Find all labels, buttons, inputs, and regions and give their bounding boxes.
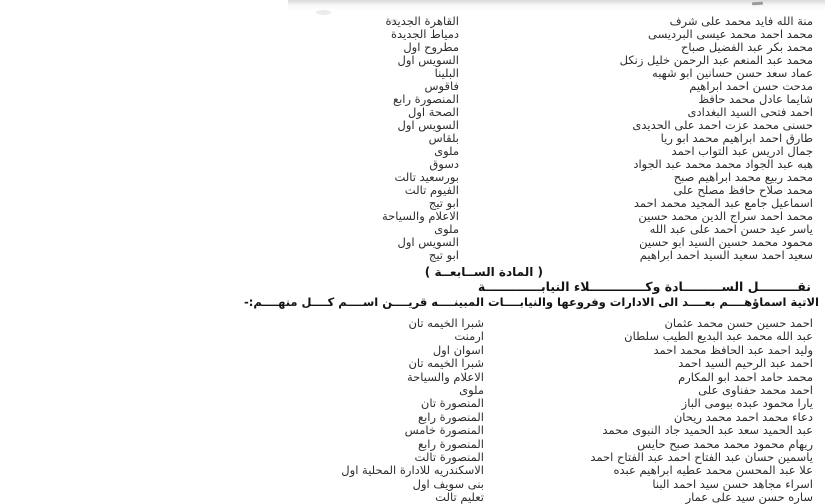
table-row [0, 344, 825, 357]
transfer-list-1 [0, 15, 825, 262]
name-cell: وليد احمد عبد الحافظ محمد احمد [653, 342, 813, 357]
table-row [0, 371, 825, 384]
name-cell: محمود محمد حسين السيد ابو حسين [639, 235, 813, 249]
table-row [0, 451, 825, 464]
name-cell: محمد بكر عبد الفضيل صباح [681, 40, 813, 54]
name-cell: احمد فتحى السيد البغدادى [687, 105, 813, 119]
assignment-cell: السويس اول [397, 118, 459, 132]
table-row [0, 249, 825, 262]
name-cell: سعيد احمد سعيد السيد احمد ابراهيم [639, 248, 813, 262]
name-cell: ياسر عيد حسن احمد على عبد الله [649, 222, 813, 236]
name-cell: طارق احمد ابراهيم محمد ابو ريا [660, 131, 813, 145]
assignment-cell: ارمنت [454, 329, 484, 344]
name-cell: عماد سعد حسن حسانين ابو شهبه [652, 66, 813, 80]
name-cell: عبد الله محمد عبد البديع الطيب سلطان [624, 329, 813, 344]
scan-noise-dash [752, 2, 763, 6]
scan-edge-shadow [288, 0, 825, 11]
table-row [0, 424, 825, 437]
assignment-cell: الصحة اول [407, 105, 459, 119]
assignment-cell: ملوى [434, 222, 459, 236]
assignment-cell: المنصورة رابع [392, 92, 459, 106]
assignment-cell: ملوى [434, 144, 459, 158]
assignment-cell: السويس اول [397, 235, 459, 249]
transfer-title: نقـــــــــل الســـــــــادة وكـــــــــــــلاء النيابـــــــــــــة [477, 279, 811, 294]
assignment-cell: الاسكندريه للادارة المحلية اول [341, 463, 484, 478]
assignment-cell: المنصورة خامس [404, 423, 484, 438]
assignment-cell: السويس اول [397, 53, 459, 67]
name-cell: اسماعيل جامع عبد المجيد محمد احمد [633, 196, 813, 210]
name-cell: اسراء مجاهد حسن سيد احمد البنا [652, 476, 813, 491]
assignment-cell: بورسعيد تالت [394, 170, 459, 184]
assignment-cell: دمياط الجديدة [391, 27, 459, 41]
name-cell: عبد الحميد سعد عبد الحميد جاد النبوى محمد [602, 423, 813, 438]
assignment-cell: ابو تيج [428, 196, 459, 210]
name-cell: شايما عادل محمد حافظ [698, 92, 813, 106]
assignment-cell: فاقوس [424, 79, 459, 93]
assignment-cell: المنصورة تان [420, 396, 484, 411]
name-cell: محمد حامد احمد ابو المكارم [678, 369, 813, 384]
table-row [0, 330, 825, 343]
name-cell: ياسمين حسان عبد الفتاح احمد عبد الفتاح احمد [590, 449, 813, 464]
table-row [0, 411, 825, 424]
table-row [0, 491, 825, 504]
assignment-cell: الفيوم تالت [404, 183, 459, 197]
assignment-cell: المنصورة رابع [417, 409, 484, 424]
assignment-cell: المنصورة تالت [414, 449, 484, 464]
assignment-cell: القاهرة الجديدة [385, 14, 459, 28]
table-row [0, 478, 825, 491]
name-cell: محمد صلاح حافظ مصلح على [673, 183, 813, 197]
name-cell: احمد حسين حسن محمد عثمان [664, 316, 813, 330]
name-cell: حسنى محمد عزت احمد على الحديدى [632, 118, 813, 132]
assignment-cell: بنى سويف اول [412, 476, 484, 491]
assignment-cell: الاعلام والسياحة [406, 369, 484, 384]
name-cell: جمال ادريس عبد التواب احمد [671, 144, 813, 158]
assignment-cell: تعليم تالت [435, 490, 484, 504]
assignment-cell: دسوق [429, 157, 459, 171]
table-row [0, 464, 825, 477]
name-cell: منة الله فايد محمد على شرف [669, 14, 813, 28]
name-cell: محمد احمد محمد عيسى البرديسى [647, 27, 813, 41]
table-row [0, 357, 825, 370]
name-cell: ريهام محمود محمد محمد صبح حايس [637, 436, 813, 451]
assignment-cell: المنصورة رابع [417, 436, 484, 451]
name-cell: محمد احمد سراج الدين محمد حسين [638, 209, 813, 223]
assignment-cell: البلينا [434, 66, 459, 80]
name-cell: احمد محمد حفناوى على [698, 382, 813, 397]
assignment-cell: بلقاس [428, 131, 459, 145]
assignment-cell: مطروح اول [403, 40, 459, 54]
table-row [0, 397, 825, 410]
table-row [0, 317, 825, 330]
name-cell: هبه عبد الجواد محمد محمد عبد الجواد [633, 157, 813, 171]
transfer-intro: الاتية اسماؤهــــم بعــــد الى الادارات وفروعها والنيابــــات المبينــــه قريــــن اســــم كــــل منهــــم:- [244, 295, 819, 309]
assignment-cell: ابو تيج [428, 248, 459, 262]
name-cell: يارا محمود عبده بيومى الباز [681, 396, 813, 411]
transfer-list-2 [0, 317, 825, 504]
assignment-cell: الاعلام والسياحة [381, 209, 459, 223]
table-row [0, 438, 825, 451]
name-cell: مدحت حسن احمد ابراهيم [689, 79, 813, 93]
table-row [0, 384, 825, 397]
assignment-cell: شبرا الخيمه تان [408, 316, 484, 330]
name-cell: ساره حسن سيد على عمار [685, 490, 813, 504]
assignment-cell: شبرا الخيمه تان [408, 356, 484, 371]
assignment-cell: اسوان اول [432, 342, 484, 357]
name-cell: احمد عبد الرحيم السيد احمد [678, 356, 813, 371]
assignment-cell: ملوى [459, 382, 484, 397]
name-cell: محمد ربيع محمد ابراهيم صبح [673, 170, 813, 184]
name-cell: محمد عبد المنعم عبد الرحمن خليل زنكل [619, 53, 813, 67]
name-cell: دعاء محمد احمد محمد ريحان [673, 409, 813, 424]
article-heading: ( المادة الســابعــة ) [424, 265, 543, 279]
name-cell: علا عبد المحسن محمد عطيه ابراهيم عبده [613, 463, 813, 478]
